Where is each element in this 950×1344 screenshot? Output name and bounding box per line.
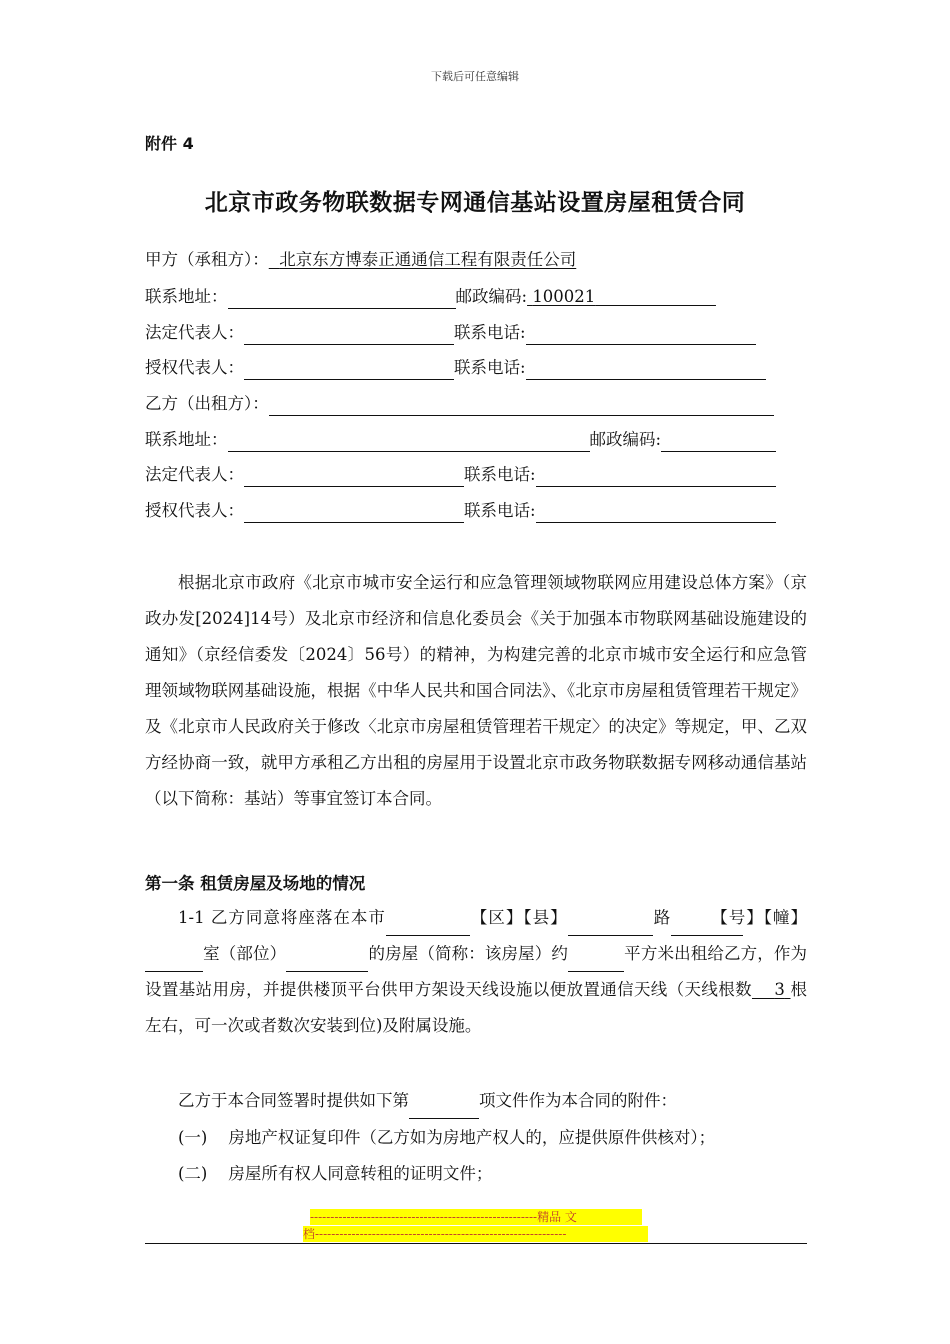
party-a-auth-rep-row (145, 356, 766, 380)
antenna-count: 3 (774, 980, 785, 999)
party-a-phone-field-2[interactable] (526, 361, 766, 380)
party-a-legal-rep-label: 法定代表人： (145, 323, 244, 342)
party-a-phone-label: 联系电话: (454, 323, 526, 342)
party-b-legal-rep-row (145, 463, 776, 487)
party-b-auth-rep-label: 授权代表人： (145, 501, 244, 520)
party-b-address-field[interactable] (228, 433, 590, 452)
attachment-paragraph: 乙方于本合同签署时提供如下第 项文件作为本合同的附件： (145, 1083, 807, 1119)
district-field[interactable] (386, 917, 470, 936)
attachment-item-1: (一) 房地产权证复印件（乙方如为房地产权人的，应提供原件供核对）； (178, 1128, 716, 1147)
party-b-phone-label: 联系电话: (464, 465, 536, 484)
party-a-phone-field[interactable] (526, 326, 756, 345)
attachment-item-2: (二) 房屋所有权人同意转租的证明文件； (178, 1164, 493, 1183)
header-note: 下载后可任意编辑 (431, 70, 519, 83)
party-b-postcode-label: 邮政编码: (589, 430, 662, 449)
party-b-postcode-field[interactable] (661, 433, 776, 452)
party-b-name-field[interactable] (269, 397, 774, 416)
party-a-postcode: 100021 (532, 287, 596, 306)
attachment-items-field[interactable] (409, 1100, 479, 1119)
party-b-phone-field-2[interactable] (536, 504, 776, 523)
party-a-address-label: 联系地址： (145, 287, 228, 306)
party-b-legal-rep-field[interactable] (244, 468, 464, 487)
party-b-address-label: 联系地址： (145, 430, 228, 449)
preamble-paragraph: 根据北京市政府《北京市城市安全运行和应急管理领域物联网应用建设总体方案》（京政办发[2024]14号）及北京市经济和信息化委员会《关于加强本市物联网基础设施建设的通知》（京经信委发〔2024〕56号）的精神，为构建完善的北京市城市安全运行和应急管理领域物联网基础设施，根据《中华人民共和国合同法》、《北京市房屋租赁管理若干规定》及《北京市人民政府关于修改〈北京市房屋租赁管理若干规定〉的决定》等规定，甲、乙双方经协商一致，就甲方承租乙方出租的房屋用于设置北京市政务物联数据专网移动通信基站（以下简称：基站）等事宜签订本合同。 (145, 573, 807, 808)
clause-1-1: 1-1 乙方同意将座落在本市 【区】【县】 路 【号】【幢】室（部位） 的房屋（简称：该房屋）约 平方米出租给乙方，作为设置基站用房，并提供楼顶平台供甲方架设天线设施以便放置通信天线（天线根数 3 根左右，可一次或者数次安装到位)及附属设施。 (145, 908, 808, 1035)
party-b-phone-label-2: 联系电话: (464, 501, 536, 520)
party-a-address-field[interactable] (228, 290, 456, 309)
location-field[interactable] (286, 953, 368, 972)
footer-rule (145, 1243, 807, 1244)
party-a-address-row (145, 285, 716, 309)
party-a-label: 甲方（承租方）： (145, 250, 269, 269)
party-a-auth-rep-label: 授权代表人： (145, 358, 244, 377)
room-field[interactable] (145, 953, 203, 972)
section-1-heading: 第一条 租赁房屋及场地的情况 (145, 874, 366, 893)
party-a-legal-rep-field[interactable] (244, 326, 454, 345)
party-a-postcode-label: 邮政编码: (455, 287, 528, 306)
attachment-label: 附件 4 (145, 134, 194, 153)
area-field[interactable] (568, 953, 624, 972)
party-b-legal-rep-label: 法定代表人： (145, 465, 244, 484)
road-field[interactable] (568, 917, 653, 936)
party-a-phone-label-2: 联系电话: (454, 358, 526, 377)
party-a-auth-rep-field[interactable] (244, 361, 454, 380)
party-b-label: 乙方（出租方）： (145, 394, 269, 413)
party-a-row (145, 248, 576, 272)
party-b-phone-field[interactable] (536, 468, 776, 487)
footer-watermark-line-2: 档-------------------------------------------------------------- (303, 1226, 648, 1242)
party-a-name: 北京东方博泰正通通信工程有限责任公司 (279, 250, 577, 269)
party-b-row (145, 392, 774, 416)
party-a-legal-rep-row (145, 321, 756, 345)
party-b-auth-rep-field[interactable] (244, 504, 464, 523)
party-b-auth-rep-row (145, 499, 776, 523)
document-title: 北京市政务物联数据专网通信基站设置房屋租赁合同 (204, 190, 746, 216)
footer-watermark-line-1: --------------------------------------------------------精品 文 (310, 1209, 642, 1225)
party-b-address-row (145, 428, 776, 452)
